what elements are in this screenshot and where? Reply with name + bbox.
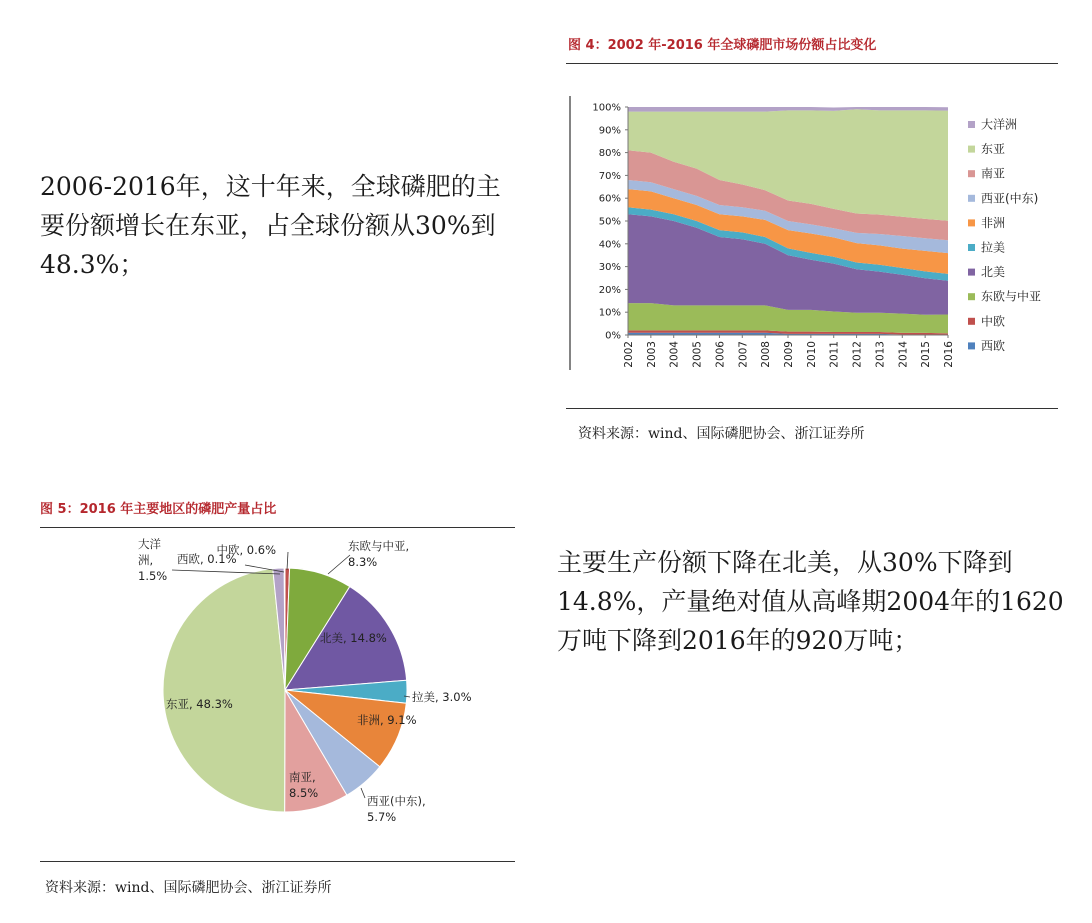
figure-4-source: 资料来源：wind、国际磷肥协会、浙江证券所 bbox=[578, 426, 865, 442]
figure-5-bottom-rule bbox=[40, 861, 515, 862]
pie-leader-line bbox=[287, 552, 288, 570]
legend-label: 南亚 bbox=[981, 166, 1006, 181]
paragraph-north-america: 主要生产份额下降在北美，从30%下降到14.8%，产量绝对值从高峰期2004年的1620万吨下降到2016年的920万吨； bbox=[557, 548, 1064, 655]
pie-label: 南亚, 8.5% bbox=[289, 770, 319, 800]
pie-label: 大洋洲, 1.5% bbox=[138, 537, 168, 583]
y-tick-label: 70% bbox=[598, 170, 621, 182]
x-tick-label: 2015 bbox=[920, 341, 933, 368]
pie-leader-line bbox=[361, 788, 365, 798]
pie-slice-7 bbox=[163, 569, 285, 812]
x-tick-label: 2016 bbox=[943, 341, 955, 368]
pie-label: 非洲, 9.1% bbox=[357, 713, 417, 727]
x-tick-label: 2011 bbox=[828, 341, 841, 368]
legend-swatch bbox=[968, 342, 975, 349]
pie-chart bbox=[40, 530, 518, 845]
legend-swatch bbox=[968, 146, 975, 153]
legend-label: 东欧与中亚 bbox=[981, 289, 1042, 304]
y-tick-label: 0% bbox=[605, 330, 621, 342]
pie-slices bbox=[163, 568, 407, 812]
figure-4-bottom-rule bbox=[566, 408, 1058, 409]
pie-label: 西欧, 0.1% bbox=[177, 552, 237, 566]
legend-swatch bbox=[968, 121, 975, 128]
area-legend bbox=[968, 117, 1041, 353]
legend-swatch bbox=[968, 293, 975, 300]
x-tick-label: 2007 bbox=[737, 341, 750, 368]
area-layers bbox=[628, 107, 948, 335]
x-tick-label: 2010 bbox=[805, 341, 818, 368]
legend-label: 非洲 bbox=[981, 215, 1006, 230]
y-tick-label: 100% bbox=[592, 102, 621, 114]
x-tick-label: 2008 bbox=[760, 341, 773, 368]
pie-label: 东亚, 48.3% bbox=[166, 697, 233, 711]
y-tick-label: 60% bbox=[598, 193, 621, 205]
area-chart bbox=[568, 88, 1063, 388]
figure-4-top-rule bbox=[566, 63, 1058, 64]
pie-label: 东欧与中亚, 8.3% bbox=[348, 539, 410, 569]
x-tick-label: 2002 bbox=[623, 341, 635, 368]
legend-swatch bbox=[968, 170, 975, 177]
x-tick-label: 2004 bbox=[668, 341, 681, 368]
legend-label: 西亚(中东) bbox=[981, 191, 1039, 206]
pie-label: 拉美, 3.0% bbox=[412, 690, 472, 704]
y-tick-label: 50% bbox=[598, 216, 621, 228]
pie-leader-line bbox=[328, 555, 350, 574]
x-tick-label: 2014 bbox=[897, 341, 910, 368]
legend-label: 中欧 bbox=[981, 314, 1006, 329]
pie-label: 中欧, 0.6% bbox=[216, 543, 276, 557]
pie-label: 西亚(中东), 5.7% bbox=[367, 794, 426, 824]
legend-label: 北美 bbox=[981, 265, 1006, 280]
x-tick-label: 2009 bbox=[783, 341, 795, 368]
legend-swatch bbox=[968, 244, 975, 251]
x-tick-label: 2005 bbox=[691, 341, 704, 368]
x-tick-label: 2013 bbox=[874, 341, 887, 368]
legend-swatch bbox=[968, 195, 975, 202]
legend-label: 拉美 bbox=[981, 240, 1006, 255]
legend-swatch bbox=[968, 318, 975, 325]
figure-5-top-rule bbox=[40, 527, 515, 528]
figure-5-title: 图 5：2016 年主要地区的磷肥产量占比 bbox=[40, 502, 277, 517]
y-tick-label: 30% bbox=[598, 262, 621, 274]
pie-label: 北美, 14.8% bbox=[320, 631, 387, 645]
paragraph-east-asia: 2006-2016年，这十年来，全球磷肥的主要份额增长在东亚，占全球份额从30%到48.3%； bbox=[40, 172, 501, 279]
legend-swatch bbox=[968, 269, 975, 276]
x-tick-label: 2012 bbox=[851, 341, 864, 368]
figure-5-source: 资料来源：wind、国际磷肥协会、浙江证券所 bbox=[45, 880, 332, 896]
y-tick-label: 10% bbox=[598, 307, 621, 319]
y-tick-label: 80% bbox=[598, 148, 621, 160]
x-tick-label: 2003 bbox=[645, 341, 658, 368]
y-tick-label: 90% bbox=[598, 125, 621, 137]
legend-label: 东亚 bbox=[981, 142, 1006, 157]
y-tick-label: 20% bbox=[598, 284, 621, 296]
legend-swatch bbox=[968, 219, 975, 226]
figure-4-title: 图 4：2002 年-2016 年全球磷肥市场份额占比变化 bbox=[568, 38, 877, 53]
legend-label: 大洋洲 bbox=[981, 117, 1018, 132]
y-tick-label: 40% bbox=[598, 239, 621, 251]
legend-label: 西欧 bbox=[981, 338, 1006, 353]
x-tick-label: 2006 bbox=[714, 341, 727, 368]
